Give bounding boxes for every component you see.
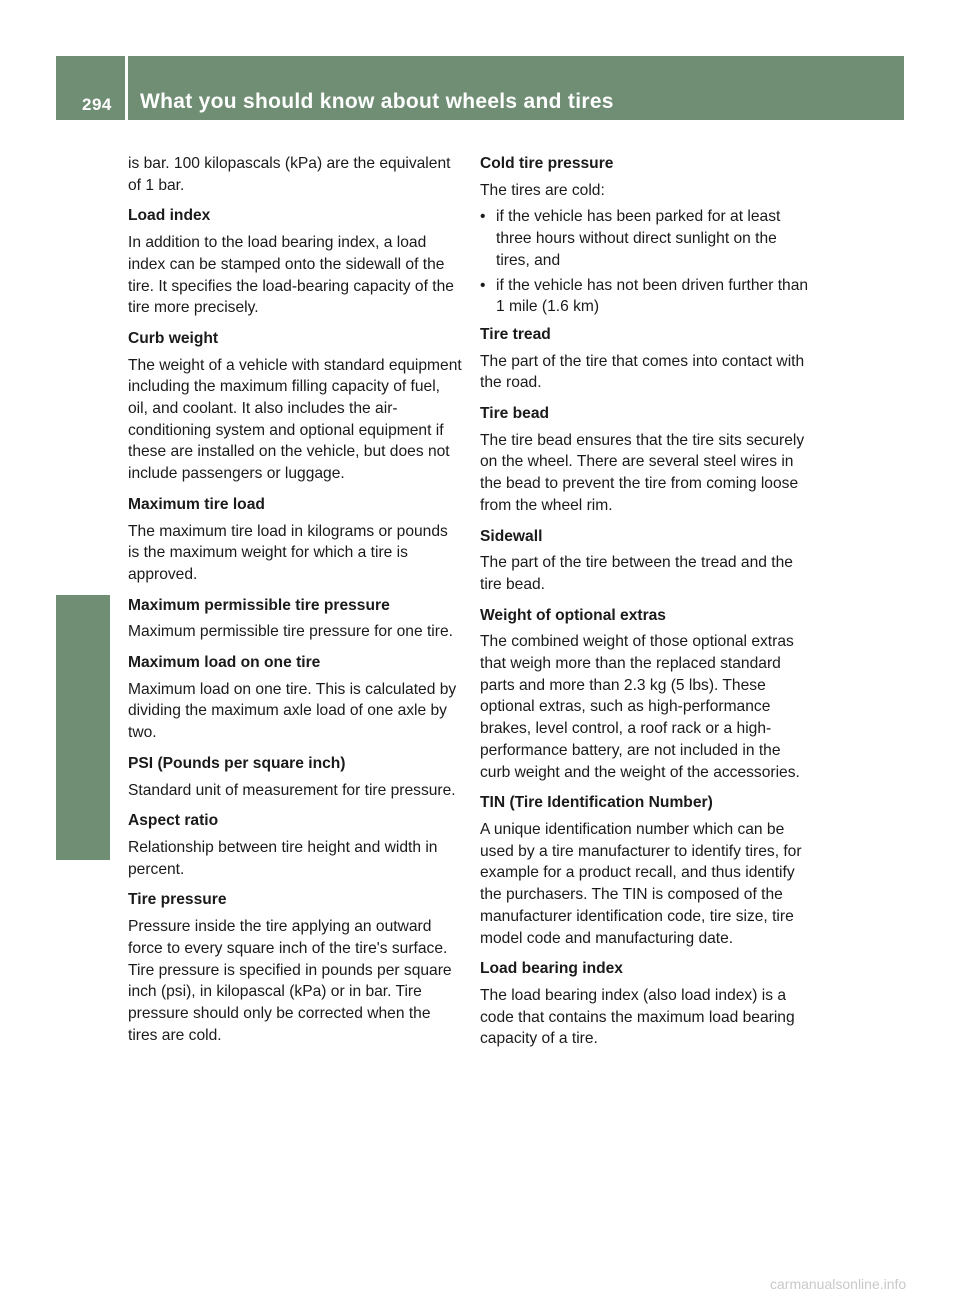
term-max-load-one-tire: Maximum load on one tire	[128, 654, 321, 672]
definition-psi: Standard unit of measurement for tire pressure.	[128, 781, 456, 799]
definition-aspect-ratio: Relationship between tire height and width in percent.	[128, 838, 438, 878]
term-optional-extras-weight: Weight of optional extras	[480, 606, 666, 624]
term-maximum-tire-load: Maximum tire load	[128, 495, 265, 513]
term-cold-tire-pressure: Cold tire pressure	[480, 155, 614, 172]
term-sidewall: Sidewall	[480, 527, 543, 545]
list-item-text: if the vehicle has not been driven further than 1 mile (1.6 km)	[496, 276, 809, 316]
definition-sidewall: The part of the tire between the tread and the tire bead.	[480, 554, 793, 593]
term-curb-weight: Curb weight	[128, 329, 219, 347]
definition-tire-pressure: Pressure inside the tire applying an outward force to every square inch of the tire's surface. Tire pressure is specified in pounds per square inch (psi), in kilopascal (kPa) or in bar. Tire pressure should only be corrected when the tires are cold.	[128, 918, 452, 1044]
term-max-permissible-pressure: Maximum permissible tire pressure	[128, 596, 390, 614]
page-number: 294	[82, 95, 112, 114]
list-item-text: if the vehicle has been parked for at least three hours without direct sunlight on the tires, and	[496, 208, 781, 269]
side-tab-label: Wheels and tires	[70, 639, 95, 815]
term-aspect-ratio: Aspect ratio	[128, 812, 219, 830]
definition-curb-weight: The weight of a vehicle with standard equipment including the maximum filling capacity of fuel, oil, and coolant. It also includes the air-conditioning system and optional equipment if these are installed on the vehicle, but does not include passengers or luggage.	[128, 356, 462, 483]
definition-tire-bead: The tire bead ensures that the tire sits securely on the wheel. There are several steel wires in the bead to prevent the tire from coming loose from the wheel rim.	[480, 431, 805, 514]
bullet-icon: •	[480, 208, 486, 226]
term-tire-tread: Tire tread	[480, 325, 551, 343]
list-item	[480, 275, 814, 318]
page-title: What you should know about wheels and tires	[140, 90, 614, 113]
term-tire-pressure: Tire pressure	[128, 891, 227, 909]
watermark: carmanualsonline.info	[770, 1276, 907, 1292]
definition-optional-extras-weight: The combined weight of those optional extras that weigh more than the replaced standard parts and more than 2.3 kg (5 lbs). These optional extras, such as high-performance brakes, level control, a roof rack or a high-performance battery, are not included in the curb weight and the weight of the accessories.	[480, 633, 800, 781]
term-tin: TIN (Tire Identification Number)	[480, 794, 713, 812]
definition-load-index: In addition to the load bearing index, a load index can be stamped onto the sidewall of the tire. It specifies the load-bearing capacity of the tire more precisely.	[128, 234, 454, 317]
term-psi: PSI (Pounds per square inch)	[128, 754, 346, 772]
definition-tire-tread: The part of the tire that comes into contact with the road.	[480, 352, 805, 392]
cold-tire-intro: The tires are cold:	[480, 181, 605, 199]
bullet-icon: •	[480, 276, 486, 294]
right-column	[480, 153, 814, 1059]
list-item	[480, 206, 814, 271]
definition-max-load-one-tire: Maximum load on one tire. This is calculated by dividing the maximum axle load of one axle by two.	[128, 680, 457, 742]
header-separator	[125, 56, 128, 120]
term-load-index: Load index	[128, 207, 211, 225]
continuation-text: is bar. 100 kilopascals (kPa) are the equivalent of 1 bar.	[128, 155, 451, 194]
definition-tin: A unique identification number which can be used by a tire manufacturer to identify tires, for example for a product recall, and thus identify the purchasers. The TIN is composed of the manufacturer identification code, tire size, tire model code and manufacturing date.	[480, 820, 802, 947]
definition-load-bearing-index: The load bearing index (also load index) is a code that contains the maximum load bearing capacity of a tire.	[480, 986, 795, 1048]
definition-maximum-tire-load: The maximum tire load in kilograms or pounds is the maximum weight for which a tire is approved.	[128, 522, 448, 583]
cold-tire-list	[480, 206, 814, 318]
term-load-bearing-index: Load bearing index	[480, 960, 623, 978]
term-tire-bead: Tire bead	[480, 405, 550, 423]
definition-max-permissible-pressure: Maximum permissible tire pressure for one tire.	[128, 623, 453, 641]
left-column	[128, 153, 462, 1055]
